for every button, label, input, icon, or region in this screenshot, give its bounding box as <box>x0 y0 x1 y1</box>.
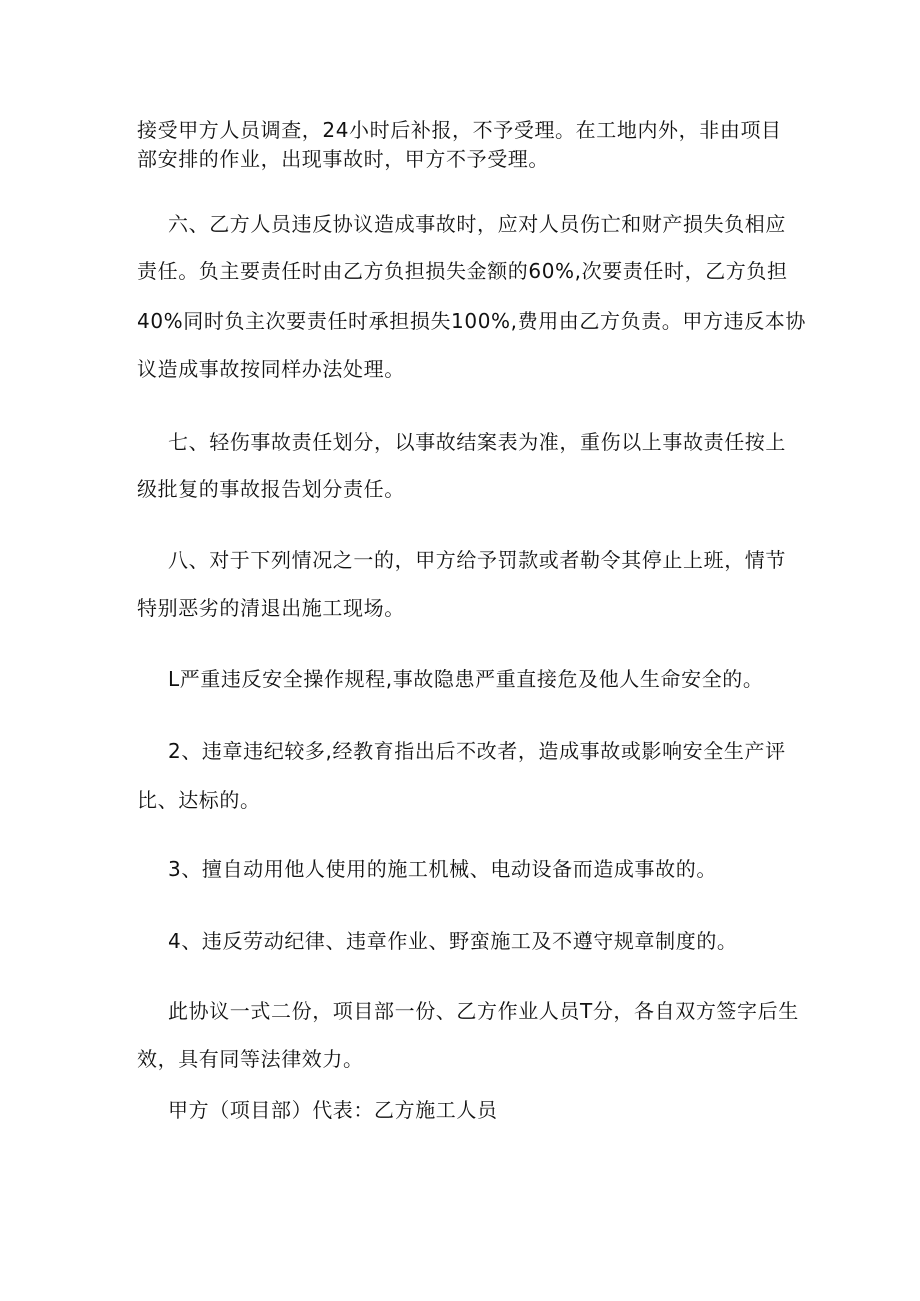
text-line: L严重违反安全操作规程,事故隐患严重直接危及他人生命安全的。 <box>168 667 764 691</box>
text-line: 此协议一式二份，项目部一份、乙方作业人员T分，各自双方签字后生 <box>168 999 799 1023</box>
text-line: 40%同时负主次要责任时承担损失100%,费用由乙方负责。甲方违反本协 <box>137 309 806 333</box>
text-line: 议造成事故按同样办法处理。 <box>137 357 405 381</box>
text-line: 接受甲方人员调查，24小时后补报，不予受理。在工地内外，非由项目 <box>137 118 782 142</box>
text-line: 特别恶劣的清退出施工现场。 <box>137 596 405 620</box>
text-line: 2、违章违纪较多,经教育指出后不改者，造成事故或影响安全生产评 <box>168 739 786 763</box>
text-line: 责任。负主要责任时由乙方负担损失金额的60%,次要责任时，乙方负担 <box>137 259 788 283</box>
text-line: 八、对于下列情况之一的，甲方给予罚款或者勒令其停止上班，情节 <box>168 548 786 572</box>
text-line: 效，具有同等法律效力。 <box>137 1047 364 1071</box>
signature-line: 甲方（项目部）代表：乙方施工人员 <box>168 1098 498 1122</box>
text-line: 比、达标的。 <box>137 788 261 812</box>
text-line: 3、擅自动用他人使用的施工机械、电动设备而造成事故的。 <box>168 857 717 881</box>
text-line: 部安排的作业，出现事故时，甲方不予受理。 <box>137 147 549 171</box>
text-line: 六、乙方人员违反协议造成事故时，应对人员伤亡和财产损失负相应 <box>168 212 786 236</box>
text-line: 级批复的事故报告划分责任。 <box>137 477 405 501</box>
text-line: 4、违反劳动纪律、违章作业、野蛮施工及不遵守规章制度的。 <box>168 929 738 953</box>
text-line: 七、轻伤事故责任划分，以事故结案表为准，重伤以上事故责任按上 <box>168 430 786 454</box>
